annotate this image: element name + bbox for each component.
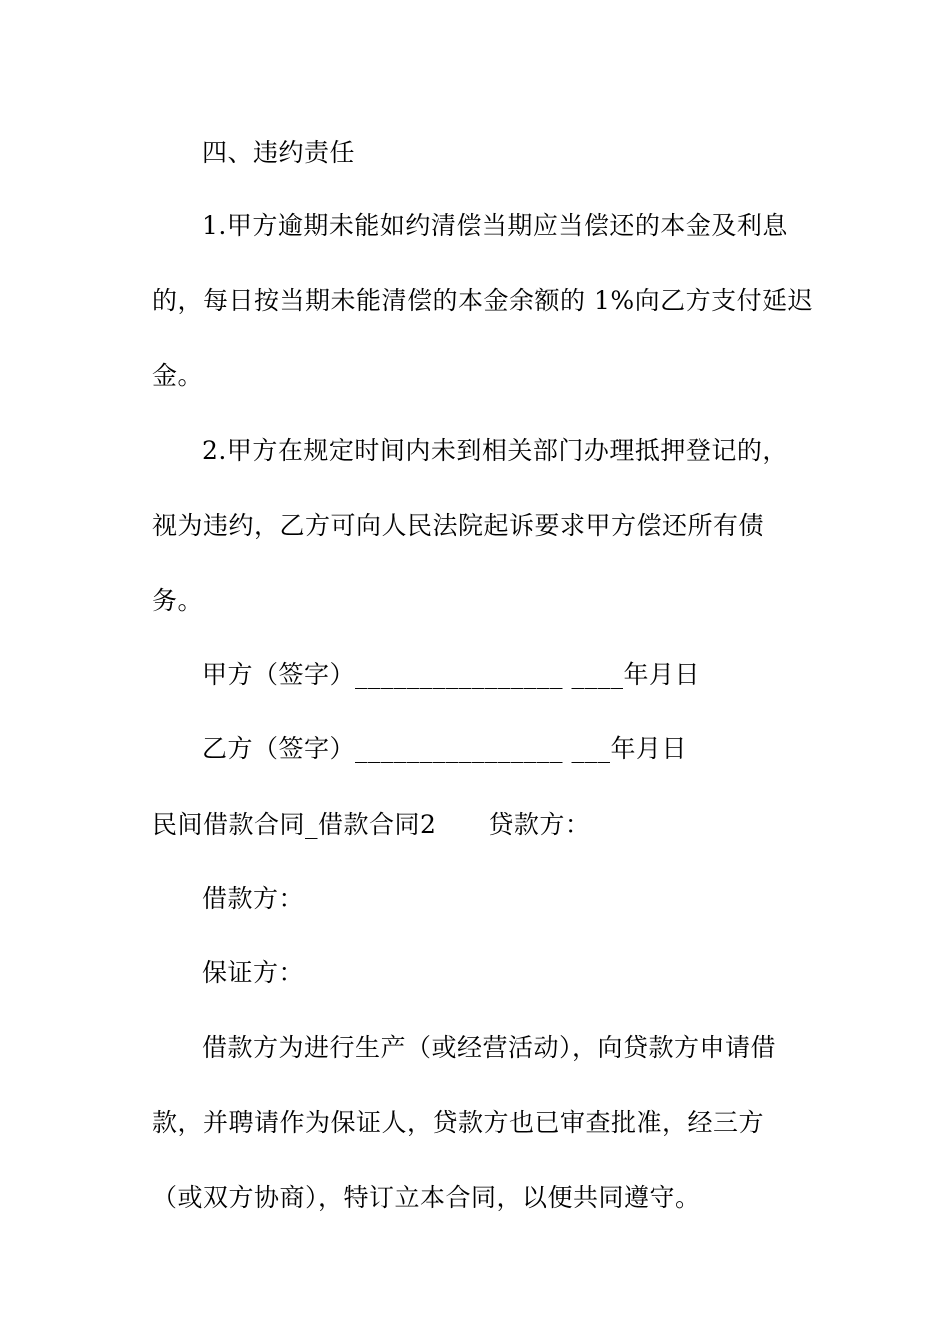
preamble-line3: （或双方协商），特订立本合同，以便共同遵守。 [152,1183,701,1212]
clause2-line3: 务。 [152,586,204,615]
contract2-title-row [152,810,590,840]
guarantor-label: 保证方： [202,958,305,987]
contract2-title: 民间借款合同_借款合同2 [152,810,437,839]
signature-party-b: 乙方（签字）________________ ___年月日 [202,734,687,763]
preamble-line2: 款，并聘请作为保证人，贷款方也已审查批准，经三方 [152,1108,765,1137]
clause2-line1: 2.甲方在规定时间内未到相关部门办理抵押登记的， [202,436,788,465]
section-heading: 四、违约责任 [202,138,356,167]
borrower-label: 借款方： [202,884,305,913]
lender-label: 贷款方： [488,810,591,839]
signature-party-a: 甲方（签字）________________ ____年月日 [202,660,700,689]
clause1-line2: 的，每日按当期未能清偿的本金余额的 1%向乙方支付延迟 [152,286,814,315]
clause1-line1: 1.甲方逾期未能如约清偿当期应当偿还的本金及利息 [202,211,788,240]
clause1-line3: 金。 [152,361,204,390]
preamble-line1: 借款方为进行生产（或经营活动），向贷款方申请借 [202,1033,777,1062]
clause2-line2: 视为违约，乙方可向人民法院起诉要求甲方偿还所有债 [152,511,765,540]
